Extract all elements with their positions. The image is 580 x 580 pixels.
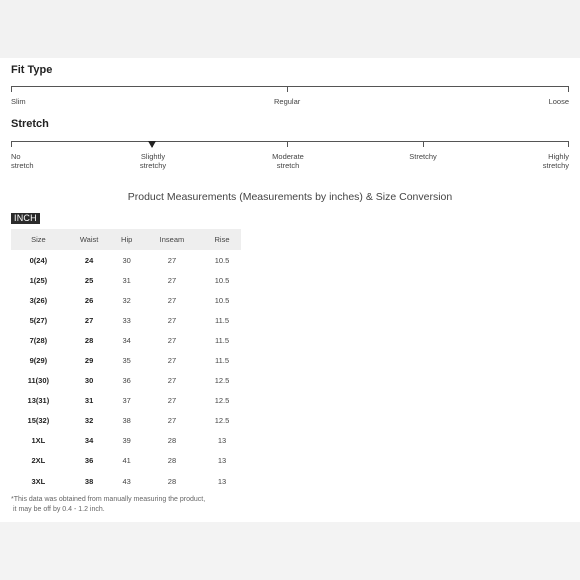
stretch-label-no: No stretch [11, 152, 34, 170]
inseam-cell: 28 [167, 436, 177, 446]
stretch-tick [287, 141, 288, 147]
waist-cell: 25 [84, 275, 94, 285]
column-header: Size [11, 229, 66, 250]
unit-badge: INCH [11, 213, 40, 224]
hip-cell: 35 [122, 356, 131, 366]
stretch-label-moderate: Moderate stretch [272, 152, 304, 170]
rise-cell: 11.5 [215, 335, 230, 345]
waist-cell: 38 [84, 476, 94, 486]
inseam-cell: 27 [167, 315, 177, 325]
size-cell: 9(29) [29, 356, 48, 366]
inseam-cell: 27 [167, 255, 177, 265]
hip-cell: 30 [122, 255, 131, 265]
waist-cell: 27 [84, 315, 94, 325]
stretch-label-stretchy: Stretchy [409, 152, 437, 161]
table-row [11, 391, 241, 411]
hip-cell: 37 [122, 396, 131, 406]
fit-type-tick [11, 86, 12, 92]
waist-cell: 28 [84, 335, 94, 345]
fit-type-scale-line [11, 86, 569, 87]
table-row [11, 250, 241, 270]
size-cell: 13(31) [27, 396, 50, 406]
stretch-label-slightly: Slightly stretchy [139, 152, 167, 170]
hip-cell: 41 [122, 456, 131, 466]
size-cell: 0(24) [29, 255, 48, 265]
hip-cell: 38 [122, 416, 131, 426]
rise-cell: 12.5 [214, 396, 230, 406]
column-header: Waist [66, 229, 113, 250]
fit-type-tick [568, 86, 569, 92]
rise-cell: 12.5 [214, 416, 230, 426]
rise-cell: 10.5 [214, 255, 230, 265]
table-header-row [11, 229, 241, 250]
inseam-cell: 27 [167, 275, 177, 285]
waist-cell: 36 [84, 456, 94, 466]
measurement-note: *This data was obtained from manually measuring the product, it may be off by 0.4 - 1.2 inch. [11, 496, 206, 513]
rise-cell: 11.5 [215, 356, 230, 366]
stretch-tick [568, 141, 569, 147]
waist-cell: 24 [84, 255, 94, 265]
size-cell: 5(27) [29, 315, 48, 325]
inseam-cell: 27 [167, 416, 177, 426]
inseam-cell: 28 [167, 456, 177, 466]
waist-cell: 26 [84, 295, 94, 305]
fit-type-label-slim: Slim [11, 97, 26, 106]
size-cell: 1XL [31, 436, 46, 446]
table-row [11, 330, 241, 350]
table-row [11, 411, 241, 431]
size-cell: 3XL [31, 476, 46, 486]
hip-cell: 34 [122, 335, 131, 345]
inseam-cell: 27 [167, 396, 177, 406]
size-cell: 3(26) [29, 295, 48, 305]
rise-cell: 13 [217, 456, 227, 466]
fit-type-title: Fit Type [11, 64, 53, 76]
size-cell: 2XL [31, 456, 46, 466]
measurements-table [11, 229, 241, 491]
waist-cell: 29 [84, 356, 94, 366]
size-cell: 1(25) [29, 275, 48, 285]
table-row [11, 310, 241, 330]
rise-cell: 10.5 [214, 295, 230, 305]
fit-type-label-regular: Regular [274, 97, 301, 106]
hip-cell: 33 [122, 315, 131, 325]
column-header: Rise [203, 229, 241, 250]
rise-cell: 11.5 [215, 315, 230, 325]
fit-type-label-loose: Loose [548, 97, 569, 106]
hip-cell: 31 [122, 275, 131, 285]
waist-cell: 31 [84, 396, 94, 406]
rise-cell: 12.5 [214, 376, 230, 386]
size-cell: 11(30) [27, 376, 50, 386]
rise-cell: 13 [217, 476, 227, 486]
table-row [11, 350, 241, 370]
waist-cell: 30 [84, 376, 94, 386]
rise-cell: 10.5 [214, 275, 230, 285]
stretch-tick [11, 141, 12, 147]
size-cell: 7(28) [29, 335, 48, 345]
bottom-background [0, 522, 580, 580]
stretch-label-highly: Highly stretchy [542, 152, 569, 170]
inseam-cell: 27 [167, 295, 177, 305]
stretch-title: Stretch [11, 118, 49, 130]
hip-cell: 32 [122, 295, 131, 305]
table-row [11, 290, 241, 310]
table-row [11, 371, 241, 391]
table-row [11, 431, 241, 451]
hip-cell: 39 [122, 436, 131, 446]
stretch-tick [423, 141, 424, 147]
hip-cell: 43 [122, 476, 131, 486]
inseam-cell: 27 [167, 376, 177, 386]
inseam-cell: 27 [167, 356, 177, 366]
column-header: Inseam [141, 229, 203, 250]
table-row [11, 451, 241, 471]
stretch-selected-marker-icon [148, 141, 156, 148]
table-row [11, 270, 241, 290]
hip-cell: 36 [122, 376, 131, 386]
size-cell: 15(32) [27, 416, 50, 426]
fit-type-tick [287, 86, 288, 92]
waist-cell: 34 [84, 436, 94, 446]
stretch-scale-line [11, 141, 569, 142]
rise-cell: 13 [217, 436, 227, 446]
table-row [11, 471, 241, 491]
measurements-heading: Product Measurements (Measurements by inches) & Size Conversion [127, 191, 453, 203]
column-header: Hip [112, 229, 140, 250]
inseam-cell: 27 [167, 335, 177, 345]
inseam-cell: 28 [167, 476, 177, 486]
waist-cell: 32 [84, 416, 94, 426]
top-background [0, 0, 580, 58]
